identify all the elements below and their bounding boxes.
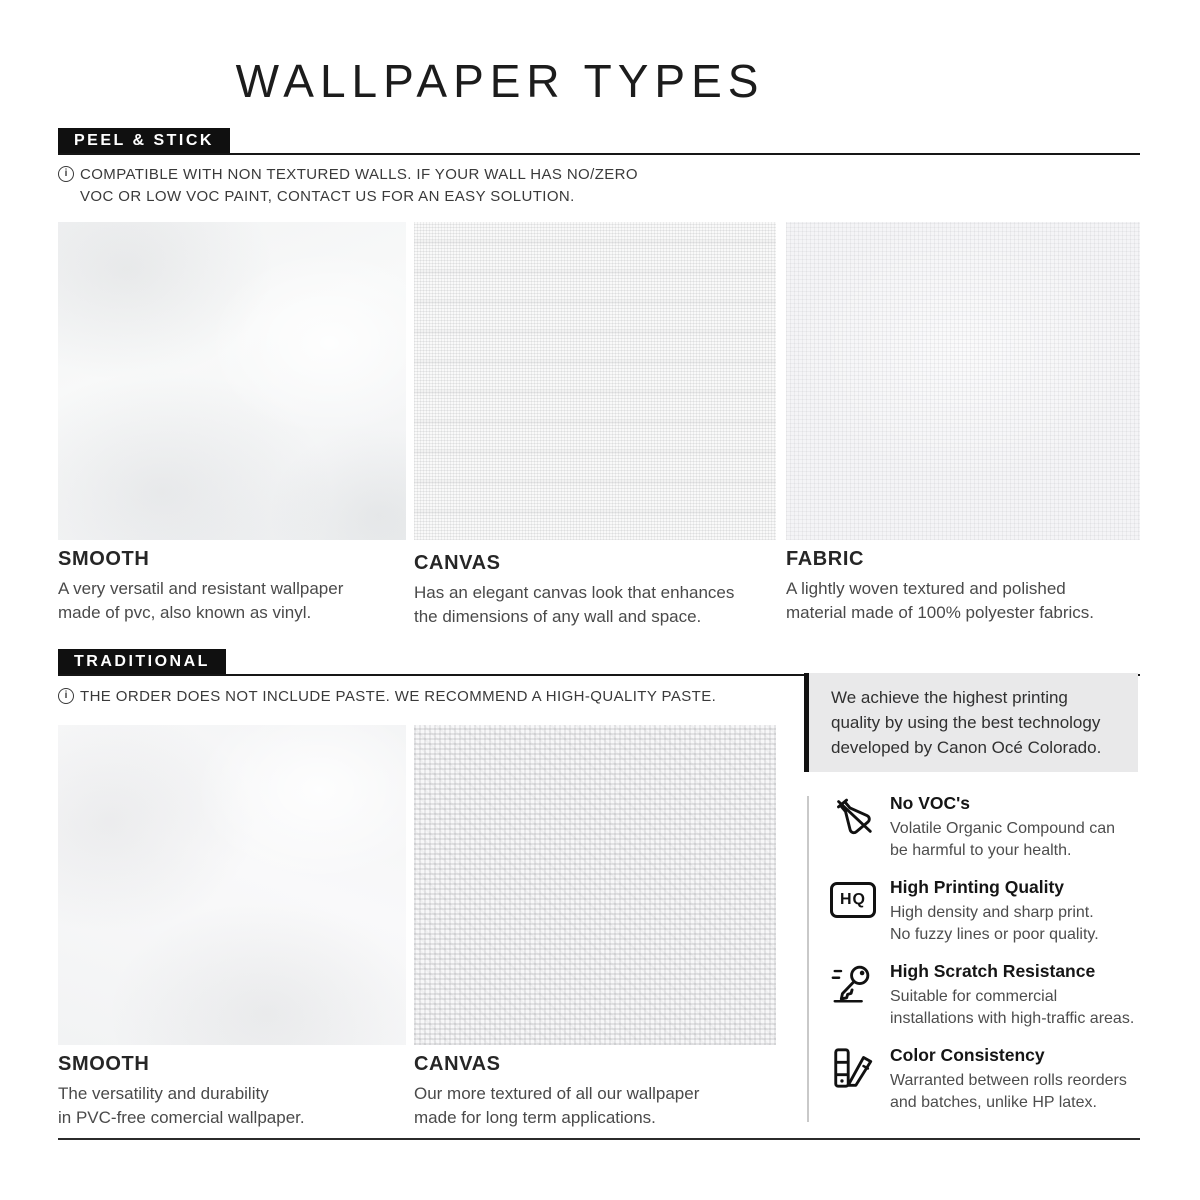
smooth-texture-swatch — [58, 725, 406, 1045]
no-voc-flask-icon — [830, 793, 876, 839]
desc-line: A lightly woven textured and polished — [786, 579, 1066, 598]
desc-line: Our more textured of all our wallpaper — [414, 1084, 700, 1103]
feature-title: High Scratch Resistance — [890, 961, 1096, 981]
features-divider-line — [807, 796, 809, 1122]
note-line: COMPATIBLE WITH NON TEXTURED WALLS. IF YOUR WALL HAS NO/ZERO — [80, 166, 638, 183]
feature-description — [890, 1070, 1127, 1114]
info-icon: i — [58, 166, 74, 182]
smooth-texture-swatch — [58, 222, 406, 540]
swatch-card-traditional-smooth — [58, 725, 406, 1130]
feature-high-scratch-resistance — [830, 961, 1134, 1030]
swatch-label: SMOOTH — [58, 548, 150, 570]
swatch-description — [58, 1082, 406, 1130]
quote-box — [804, 673, 1138, 772]
swatch-label: CANVAS — [414, 1053, 501, 1075]
feature-title: High Printing Quality — [890, 877, 1065, 897]
desc-line: No fuzzy lines or poor quality. — [890, 926, 1099, 943]
feature-description — [890, 986, 1134, 1030]
desc-line: The versatility and durability — [58, 1084, 269, 1103]
desc-line: Has an elegant canvas look that enhances — [414, 583, 735, 602]
desc-line: Volatile Organic Compound can — [890, 820, 1116, 837]
feature-no-vocs — [830, 793, 1115, 862]
swatch-label: CANVAS — [414, 552, 501, 574]
section-header-peel-stick — [58, 128, 1140, 155]
canvas-texture-swatch — [414, 725, 776, 1045]
desc-line: and batches, unlike HP latex. — [890, 1094, 1097, 1111]
desc-line: A very versatil and resistant wallpaper — [58, 579, 344, 598]
hq-letters: HQ — [830, 882, 876, 918]
fabric-texture-swatch — [786, 222, 1140, 540]
swatch-label: SMOOTH — [58, 1053, 150, 1075]
desc-line: High density and sharp print. — [890, 904, 1094, 921]
desc-line: made of pvc, also known as vinyl. — [58, 603, 312, 622]
info-icon: i — [58, 688, 74, 704]
swatch-card-peel-fabric — [786, 222, 1140, 625]
desc-line: in PVC-free comercial wallpaper. — [58, 1108, 305, 1127]
swatch-description — [58, 577, 406, 625]
feature-title: Color Consistency — [890, 1045, 1045, 1065]
desc-line: material made of 100% polyester fabrics. — [786, 603, 1095, 622]
key-scratch-icon — [830, 961, 876, 1007]
note-line: THE ORDER DOES NOT INCLUDE PASTE. WE RECOMMEND A HIGH-QUALITY PASTE. — [80, 688, 717, 705]
quote-line: developed by Canon Océ Colorado. — [831, 738, 1102, 757]
swatch-card-peel-smooth — [58, 222, 406, 625]
swatch-description — [786, 577, 1140, 625]
desc-line: Warranted between rolls reorders — [890, 1072, 1127, 1089]
desc-line: be harmful to your health. — [890, 842, 1072, 859]
color-swatch-fan-icon — [830, 1045, 876, 1091]
quote-line: We achieve the highest printing — [831, 688, 1068, 707]
traditional-note — [58, 686, 716, 708]
bottom-divider — [58, 1138, 1140, 1140]
section-header-traditional — [58, 649, 1140, 676]
quote-line: quality by using the best technology — [831, 713, 1101, 732]
feature-description — [890, 818, 1115, 862]
feature-description — [890, 902, 1099, 946]
swatch-label: FABRIC — [786, 548, 865, 570]
feature-color-consistency — [830, 1045, 1127, 1114]
desc-line: installations with high-traffic areas. — [890, 1010, 1135, 1027]
feature-title: No VOC's — [890, 793, 971, 813]
desc-line: made for long term applications. — [414, 1108, 656, 1127]
swatch-card-traditional-canvas — [414, 725, 776, 1130]
note-line: VOC OR LOW VOC PAINT, CONTACT US FOR AN EASY SOLUTION. — [80, 188, 575, 205]
peel-stick-note — [58, 164, 638, 208]
desc-line: Suitable for commercial — [890, 988, 1058, 1005]
swatch-description — [414, 1082, 776, 1130]
desc-line: the dimensions of any wall and space. — [414, 607, 702, 626]
page-title: WALLPAPER TYPES — [235, 55, 765, 107]
canvas-texture-swatch — [414, 222, 776, 540]
swatch-card-peel-canvas — [414, 222, 776, 629]
hq-badge-icon — [830, 877, 876, 923]
swatch-description — [414, 581, 776, 629]
traditional-badge: TRADITIONAL — [58, 649, 226, 674]
peel-stick-badge: PEEL & STICK — [58, 128, 230, 153]
feature-high-printing-quality — [830, 877, 1099, 946]
